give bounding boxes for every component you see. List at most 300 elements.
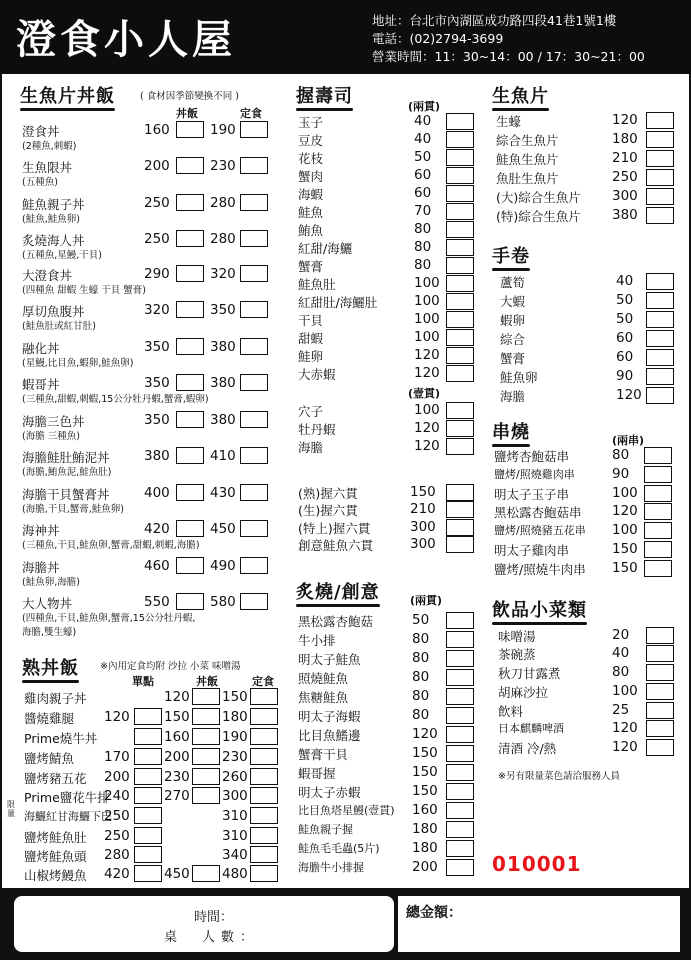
menu-item-name: 鹽烤鮭魚頭 [24,849,87,864]
price: 120 [414,347,440,363]
menu-item-name: 海膽干貝蟹膏丼 [22,487,110,502]
menu-item-name: (大)綜合生魚片 [496,190,581,205]
menu-item-name: 海膽牛小排握 [298,861,364,874]
order-box[interactable] [646,131,674,148]
menu-item-name: 秋刀甘露煮 [498,666,561,681]
price: 120 [612,503,638,519]
price: 150 [612,560,638,576]
order-box-set[interactable] [240,265,268,282]
order-box-don[interactable] [176,520,204,537]
price-don: 120 [164,689,190,705]
price-single: 250 [104,808,130,824]
menu-item-name: 鹽烤杏鮑菇串 [494,449,570,464]
price: 150 [412,745,438,761]
col-head-don: 丼飯 [176,107,198,120]
time-label: 時間： [194,910,234,925]
price-single: 170 [104,749,130,765]
price: 120 [412,726,438,742]
order-box[interactable] [446,688,474,705]
limited-note: 限量 [7,800,15,818]
order-box-don[interactable] [192,865,220,882]
order-box[interactable] [446,669,474,686]
order-box-single[interactable] [134,787,162,804]
order-box-single[interactable] [134,827,162,844]
price: 40 [616,273,634,289]
time-table-box[interactable] [14,896,394,952]
menu-item-desc: (海膽,鮪魚泥,鮭魚肚) [22,467,112,478]
price: 60 [414,185,432,201]
menu-item-name: 鹽烤/照燒雞肉串 [494,468,575,481]
order-box[interactable] [446,501,474,518]
total-amount-box[interactable] [398,896,680,952]
price: 250 [612,169,638,185]
order-box[interactable] [446,257,474,274]
order-box[interactable] [446,239,474,256]
order-box[interactable] [644,485,672,502]
menu-item-name: 綜合生魚片 [496,133,559,148]
unit-label: (兩貫) [410,594,443,607]
price: 100 [414,293,440,309]
order-box[interactable] [646,720,674,737]
order-box[interactable] [644,466,672,483]
menu-item-desc: (海膽 三種魚) [22,431,80,442]
order-box[interactable] [646,112,674,129]
order-box[interactable] [646,739,674,756]
price-set: 230 [210,158,236,174]
col-head-don: 丼飯 [196,675,218,688]
price-set: 340 [222,847,248,863]
menu-item-name: 花枝 [298,151,324,166]
order-box-don[interactable] [176,265,204,282]
order-box-set[interactable] [250,688,278,705]
menu-item-name: 鮭魚肚 [298,277,336,292]
menu-item-desc: (鮭魚卵,海膽) [22,577,80,588]
order-box-set[interactable] [240,230,268,247]
price: 40 [414,131,432,147]
menu-item-name: 山椒烤鰻魚 [24,868,87,883]
menu-item-name: 味噌湯 [498,629,536,644]
price: 100 [414,311,440,327]
section-title-drinks: 飲品小菜類 [492,596,587,622]
order-box[interactable] [446,185,474,202]
order-box[interactable] [644,447,672,464]
menu-item-name: 鮭魚生魚片 [496,152,559,167]
order-box[interactable] [646,349,674,366]
price: 40 [414,113,432,129]
order-box[interactable] [446,802,474,819]
menu-item-name: 蝦卵 [500,313,526,328]
price-set: 280 [210,231,236,247]
order-box[interactable] [446,726,474,743]
price-don: 230 [164,769,190,785]
price: 50 [414,149,432,165]
order-box-set[interactable] [250,846,278,863]
menu-item-name: 厚切魚腹丼 [22,304,85,319]
order-box[interactable] [446,484,474,501]
price: 80 [412,631,430,647]
order-box[interactable] [646,330,674,347]
order-box[interactable] [646,702,674,719]
menu-item-name: 海膽三色丼 [22,414,85,429]
menu-item-name: (特)綜合生魚片 [496,209,581,224]
order-box-set[interactable] [240,593,268,610]
menu-item-name: 大澄食丼 [22,268,73,283]
menu-item-name: 紅甜肚/海鱺肚 [298,295,378,310]
phone-text: 電話：(02)2794-3699 [372,31,504,46]
menu-item-name: 胡麻沙拉 [498,685,549,700]
menu-item-name: 蟹膏 [298,259,324,274]
order-box-don[interactable] [192,787,220,804]
price-don: 350 [144,339,170,355]
order-sheet [2,74,689,888]
price: 150 [410,484,436,500]
order-box-don[interactable] [192,688,220,705]
order-box-don[interactable] [176,447,204,464]
order-box[interactable] [446,293,474,310]
menu-item-name: 海膽鮭肚鮪泥丼 [22,450,110,465]
order-box-set[interactable] [240,301,268,318]
menu-item-name: 比目魚塔星鰻(壹貫) [298,804,395,817]
price-single: 250 [104,828,130,844]
price-set: 490 [210,558,236,574]
section-title-sashimi: 生魚片 [492,82,549,108]
price-don: 250 [144,231,170,247]
order-box-don[interactable] [176,301,204,318]
price-set: 380 [210,375,236,391]
order-box-set[interactable] [250,728,278,745]
price: 300 [410,519,436,535]
order-box-set[interactable] [250,807,278,824]
menu-item-name: 生蠔 [496,114,522,129]
order-box[interactable] [446,821,474,838]
footer-bar [0,888,691,960]
order-box[interactable] [446,167,474,184]
menu-item-name: 海蝦 [298,187,324,202]
order-box-set[interactable] [240,520,268,537]
order-box-set[interactable] [250,708,278,725]
order-box-single[interactable] [134,748,162,765]
order-box-set[interactable] [240,557,268,574]
menu-item-name: 海神丼 [22,523,60,538]
price: 100 [414,275,440,291]
price-set: 480 [222,866,248,882]
price-set: 380 [210,412,236,428]
order-box[interactable] [646,311,674,328]
price: 100 [414,402,440,418]
order-box-set[interactable] [240,374,268,391]
menu-item-name: 鮭魚親子丼 [22,197,85,212]
menu-item-name: 黑松露杏鮑菇串 [494,505,582,520]
price: 180 [412,821,438,837]
price: 80 [412,650,430,666]
menu-item-name: 牡丹蝦 [298,422,336,437]
price: 200 [412,859,438,875]
price: 60 [616,349,634,365]
order-box-set[interactable] [240,338,268,355]
order-box-don[interactable] [176,121,204,138]
price-set: 380 [210,339,236,355]
order-box-set[interactable] [240,121,268,138]
order-box[interactable] [446,764,474,781]
price: 150 [412,783,438,799]
order-box-don[interactable] [192,768,220,785]
price-don: 350 [144,412,170,428]
header-bar [0,0,691,74]
order-box[interactable] [446,275,474,292]
col-head-set: 定食 [240,107,262,120]
order-box[interactable] [446,707,474,724]
price-set: 410 [210,448,236,464]
price: 50 [616,292,634,308]
price: 150 [412,764,438,780]
price-set: 280 [210,195,236,211]
order-box-don[interactable] [192,728,220,745]
price-don: 160 [164,729,190,745]
menu-item-name: 鹽烤鯖魚 [24,751,75,766]
order-box[interactable] [646,664,674,681]
order-box-set[interactable] [240,194,268,211]
menu-item-desc: (三種魚,干貝,鮭魚卵,蟹膏,甜蝦,刺蝦,海膽) [22,540,200,551]
price: 380 [612,207,638,223]
order-box-don[interactable] [176,557,204,574]
price: 150 [612,541,638,557]
order-box[interactable] [446,149,474,166]
price: 80 [412,669,430,685]
menu-item-name: 海膽 [500,389,526,404]
order-box-don[interactable] [176,593,204,610]
menu-item-name: 綜合 [500,332,526,347]
price-don: 400 [144,485,170,501]
order-box-set[interactable] [240,411,268,428]
order-box[interactable] [446,631,474,648]
menu-item-name: 清酒 冷/熱 [498,741,557,756]
order-box[interactable] [646,273,674,290]
order-box[interactable] [446,329,474,346]
menu-item-name: 比目魚鰭邊 [298,728,361,743]
menu-item-desc: 海膽,雙生蠔) [22,627,77,638]
menu-item-name: 鮭卵 [298,349,324,364]
price: 100 [612,485,638,501]
menu-item-desc: (五種魚,星鰻,干貝) [22,250,102,261]
price-don: 160 [144,122,170,138]
price: 70 [414,203,432,219]
order-box[interactable] [644,522,672,539]
menu-item-name: 蘆筍 [500,275,526,290]
section-title-skewer: 串燒 [492,418,530,444]
price: 90 [616,368,634,384]
order-box[interactable] [446,113,474,130]
menu-item-name: 明太子雞肉串 [494,543,570,558]
order-box[interactable] [646,627,674,644]
price-single: 280 [104,847,130,863]
price: 120 [414,365,440,381]
order-box[interactable] [446,365,474,382]
order-box-single[interactable] [134,708,162,725]
order-box[interactable] [446,221,474,238]
section-title-nigiri: 握壽司 [296,82,353,108]
menu-item-name: 穴子 [298,404,324,419]
order-box[interactable] [644,541,672,558]
menu-item-name: 明太子海蝦 [298,709,361,724]
price: 80 [414,221,432,237]
order-box-set[interactable] [250,865,278,882]
order-box[interactable] [644,560,672,577]
menu-item-name: 蟹膏干貝 [298,747,349,762]
order-box[interactable] [446,311,474,328]
price-don: 420 [144,521,170,537]
menu-item-name: 蟹肉 [298,169,324,184]
menu-item-name: 鮭魚 [298,205,324,220]
price: 100 [612,522,638,538]
order-box-don[interactable] [176,338,204,355]
menu-item-name: 創意鮭魚六貫 [298,538,374,553]
price-set: 580 [210,594,236,610]
order-box-single[interactable] [134,807,162,824]
order-box[interactable] [646,387,674,404]
menu-item-name: 蟹膏 [500,351,526,366]
order-box[interactable] [446,536,474,553]
menu-item-name: 澄食丼 [22,124,60,139]
price-don: 290 [144,266,170,282]
price: 80 [412,688,430,704]
order-box[interactable] [446,859,474,876]
order-box-set[interactable] [250,787,278,804]
menu-item-name: 鹽烤/照燒豬五花串 [494,524,586,537]
order-box[interactable] [646,169,674,186]
price-single: 120 [104,709,130,725]
price-set: 310 [222,828,248,844]
order-box-don[interactable] [192,708,220,725]
menu-item-desc: (四種魚 甜蝦 生蠔 干貝 蟹膏) [22,285,146,296]
price-set: 230 [222,749,248,765]
menu-item-name: 甜蝦 [298,331,324,346]
order-box[interactable] [446,783,474,800]
price: 210 [410,501,436,517]
price-set: 320 [210,266,236,282]
order-box-set[interactable] [250,768,278,785]
menu-item-name: 醬燒雞腿 [24,711,75,726]
menu-item-name: 鹽烤豬五花 [24,771,87,786]
order-box-don[interactable] [176,484,204,501]
order-box[interactable] [644,503,672,520]
section-note: ※內用定食均附 沙拉 小菜 味噌湯 [100,661,241,672]
order-box[interactable] [446,402,474,419]
unit-label: (兩貫) [408,100,441,113]
menu-item-name: 明太子玉子串 [494,487,570,502]
order-box[interactable] [446,203,474,220]
order-box[interactable] [646,368,674,385]
menu-item-name: 紅甜/海鱺 [298,241,353,256]
menu-item-name: 照燒鮭魚 [298,671,349,686]
price-set: 350 [210,302,236,318]
menu-item-name: 大赤蝦 [298,367,336,382]
price: 300 [612,188,638,204]
order-box-set[interactable] [240,157,268,174]
menu-item-name: (熟)握六貫 [298,486,358,501]
price: 80 [612,664,630,680]
menu-item-name: (特上)握六貫 [298,521,371,536]
order-box-don[interactable] [176,411,204,428]
order-box[interactable] [646,292,674,309]
menu-item-name: 大蝦 [500,294,526,309]
price-don: 270 [164,788,190,804]
order-box[interactable] [446,131,474,148]
price-single: 200 [104,769,130,785]
order-box-single[interactable] [134,768,162,785]
order-box-don[interactable] [192,748,220,765]
order-box-set[interactable] [250,827,278,844]
order-box-single[interactable] [134,865,162,882]
menu-item-name: 海膽丼 [22,560,60,575]
order-box[interactable] [646,150,674,167]
order-box-set[interactable] [250,748,278,765]
price-single: 240 [104,788,130,804]
order-box-single[interactable] [134,728,162,745]
menu-item-name: 鮭魚卵 [500,370,538,385]
price: 300 [410,536,436,552]
order-box[interactable] [446,347,474,364]
menu-item-name: 鹽烤鮭魚肚 [24,830,87,845]
order-box-don[interactable] [176,157,204,174]
order-box-set[interactable] [240,447,268,464]
order-box[interactable] [446,438,474,455]
order-box-single[interactable] [134,846,162,863]
menu-item-name: 海鱺紅甘海鱺下巴 [24,810,112,823]
order-box-set[interactable] [240,484,268,501]
address-text: 地址：台北市內湖區成功路四段41巷1號1樓 [372,13,617,28]
menu-item-name: 鮭魚毛毛蟲(5片) [298,842,380,855]
price-set: 300 [222,788,248,804]
menu-item-desc: (2種魚,刺蝦) [22,141,77,152]
section-note: ( 食材因季節變換不同 ) [140,91,239,102]
order-box[interactable] [646,645,674,662]
price: 120 [612,720,638,736]
price: 210 [612,150,638,166]
unit-label: (兩串) [612,434,645,447]
order-box[interactable] [646,683,674,700]
order-box[interactable] [446,612,474,629]
price: 90 [612,466,630,482]
price: 100 [414,329,440,345]
price: 120 [414,420,440,436]
order-box[interactable] [646,207,674,224]
unit-label: (壹貫) [408,387,441,400]
price: 120 [616,387,642,403]
order-box[interactable] [646,188,674,205]
order-box[interactable] [446,420,474,437]
order-box[interactable] [446,840,474,857]
order-box[interactable] [446,745,474,762]
table-label: 桌 人數： [164,930,260,945]
menu-item-name: 雞肉親子丼 [24,691,87,706]
price-don: 320 [144,302,170,318]
order-box-don[interactable] [176,374,204,391]
price-don: 150 [164,709,190,725]
total-label: 總金額： [406,905,462,921]
menu-item-name: 融化丼 [22,341,60,356]
order-box[interactable] [446,650,474,667]
menu-item-name: 蝦哥握 [298,766,336,781]
price-don: 460 [144,558,170,574]
order-box-don[interactable] [176,194,204,211]
menu-item-name: 明太子赤蝦 [298,785,361,800]
order-box-don[interactable] [176,230,204,247]
order-box[interactable] [446,519,474,536]
menu-item-name: 焦糖鮭魚 [298,690,349,705]
price: 160 [412,802,438,818]
price: 40 [612,645,630,661]
price-single: 420 [104,866,130,882]
